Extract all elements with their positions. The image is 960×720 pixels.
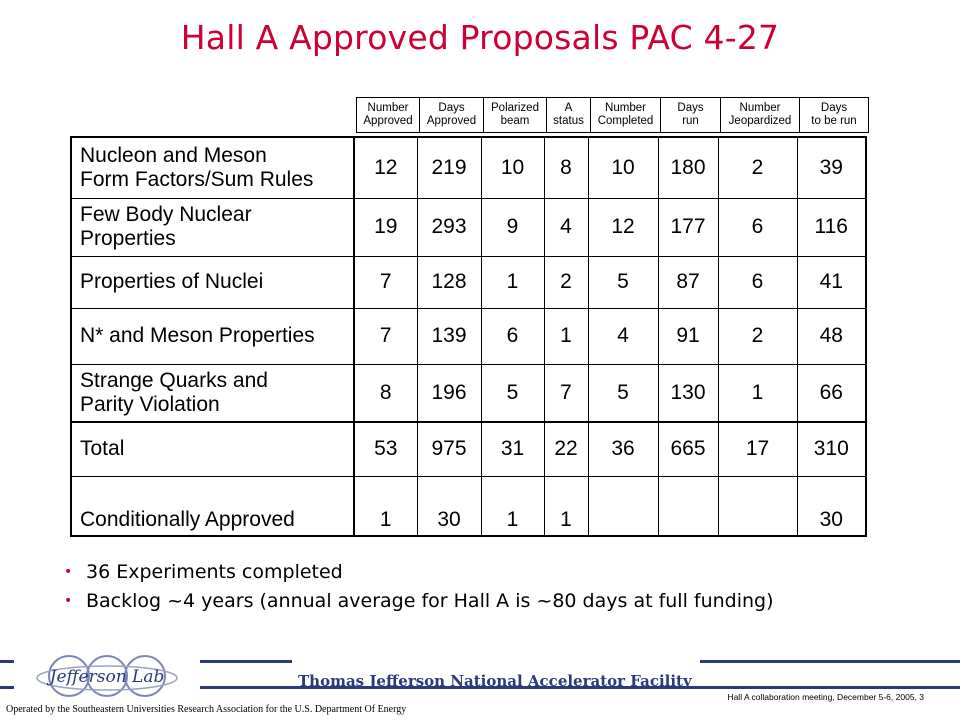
value-cell: 6: [481, 308, 544, 364]
value-cell: 2: [718, 308, 797, 364]
value-cell: 48: [797, 308, 866, 364]
bullet-item: • 36 Experiments completed: [62, 558, 774, 587]
header-a-status: A status: [547, 98, 591, 133]
value-cell: 66: [797, 364, 866, 422]
value-cell: 9: [481, 198, 544, 256]
bullet-item: • Backlog ~4 years (annual average for Hall A is ~80 days at full funding): [62, 587, 774, 616]
logo-text: Jefferson Lab: [49, 667, 165, 687]
value-cell: [588, 476, 658, 536]
footer-rule-right: [700, 660, 960, 663]
jefferson-lab-logo: [14, 648, 200, 704]
value-cell: 6: [718, 198, 797, 256]
value-cell: 665: [658, 422, 718, 476]
header-number-approved: Number Approved: [357, 98, 420, 133]
value-cell: 7: [354, 308, 417, 364]
value-cell: 2: [544, 256, 588, 308]
value-cell: 219: [417, 137, 481, 198]
value-cell: 30: [417, 476, 481, 536]
value-cell: 116: [797, 198, 866, 256]
category-cell: Conditionally Approved: [71, 476, 354, 536]
value-cell: 10: [481, 137, 544, 198]
value-cell: [658, 476, 718, 536]
value-cell: 91: [658, 308, 718, 364]
value-cell: 1: [354, 476, 417, 536]
meeting-footer: Hall A collaboration meeting, December 5-6, 2005, 3: [727, 692, 924, 702]
bullet-dot-icon: •: [64, 564, 73, 580]
value-cell: 5: [588, 256, 658, 308]
category-cell: Strange Quarks and Parity Violation: [71, 364, 354, 422]
value-cell: 87: [658, 256, 718, 308]
value-cell: 10: [588, 137, 658, 198]
category-cell: N* and Meson Properties: [71, 308, 354, 364]
value-cell: 5: [588, 364, 658, 422]
category-cell: Total: [71, 422, 354, 476]
value-cell: 1: [481, 256, 544, 308]
value-cell: 12: [588, 198, 658, 256]
column-header-table: [356, 97, 869, 133]
value-cell: 196: [417, 364, 481, 422]
operated-by-text: Operated by the Southeastern Universities Research Association for the U.S. Department Of Energy: [6, 704, 407, 715]
category-cell: Properties of Nuclei: [71, 256, 354, 308]
value-cell: 2: [718, 137, 797, 198]
value-cell: 180: [658, 137, 718, 198]
header-days-approved: Days Approved: [420, 98, 484, 133]
header-days-run: Days run: [661, 98, 721, 133]
value-cell: 19: [354, 198, 417, 256]
header-polarized-beam: Polarized beam: [484, 98, 547, 133]
value-cell: 5: [481, 364, 544, 422]
slide-title: Hall A Approved Proposals PAC 4-27: [180, 18, 780, 57]
value-cell: 8: [544, 137, 588, 198]
value-cell: 8: [354, 364, 417, 422]
table-row: [71, 422, 866, 476]
header-days-to-be-run: Days to be run: [800, 98, 869, 133]
table-row: [71, 364, 866, 422]
table-row: [71, 476, 866, 536]
value-cell: 177: [658, 198, 718, 256]
value-cell: 293: [417, 198, 481, 256]
bullet-list: [62, 558, 774, 616]
value-cell: 53: [354, 422, 417, 476]
value-cell: 975: [417, 422, 481, 476]
table-row: [71, 256, 866, 308]
value-cell: 12: [354, 137, 417, 198]
value-cell: 6: [718, 256, 797, 308]
value-cell: 31: [481, 422, 544, 476]
value-cell: 1: [718, 364, 797, 422]
value-cell: 4: [588, 308, 658, 364]
table-row: [71, 308, 866, 364]
value-cell: 36: [588, 422, 658, 476]
value-cell: 22: [544, 422, 588, 476]
value-cell: 7: [544, 364, 588, 422]
value-cell: 139: [417, 308, 481, 364]
table-row: [71, 198, 866, 256]
value-cell: 1: [544, 308, 588, 364]
value-cell: 310: [797, 422, 866, 476]
bullet-dot-icon: •: [64, 593, 73, 609]
facility-name: Thomas Jefferson National Accelerator Facility: [298, 672, 692, 690]
value-cell: 130: [658, 364, 718, 422]
header-number-completed: Number Completed: [591, 98, 661, 133]
value-cell: 30: [797, 476, 866, 536]
value-cell: 39: [797, 137, 866, 198]
category-cell: Nucleon and Meson Form Factors/Sum Rules: [71, 137, 354, 198]
table-row: [71, 137, 866, 198]
value-cell: 41: [797, 256, 866, 308]
value-cell: 128: [417, 256, 481, 308]
value-cell: 17: [718, 422, 797, 476]
category-cell: Few Body Nuclear Properties: [71, 198, 354, 256]
header-number-jeopardized: Number Jeopardized: [721, 98, 800, 133]
value-cell: 7: [354, 256, 417, 308]
value-cell: 1: [544, 476, 588, 536]
proposals-table: [70, 136, 867, 537]
value-cell: [718, 476, 797, 536]
value-cell: 4: [544, 198, 588, 256]
value-cell: 1: [481, 476, 544, 536]
